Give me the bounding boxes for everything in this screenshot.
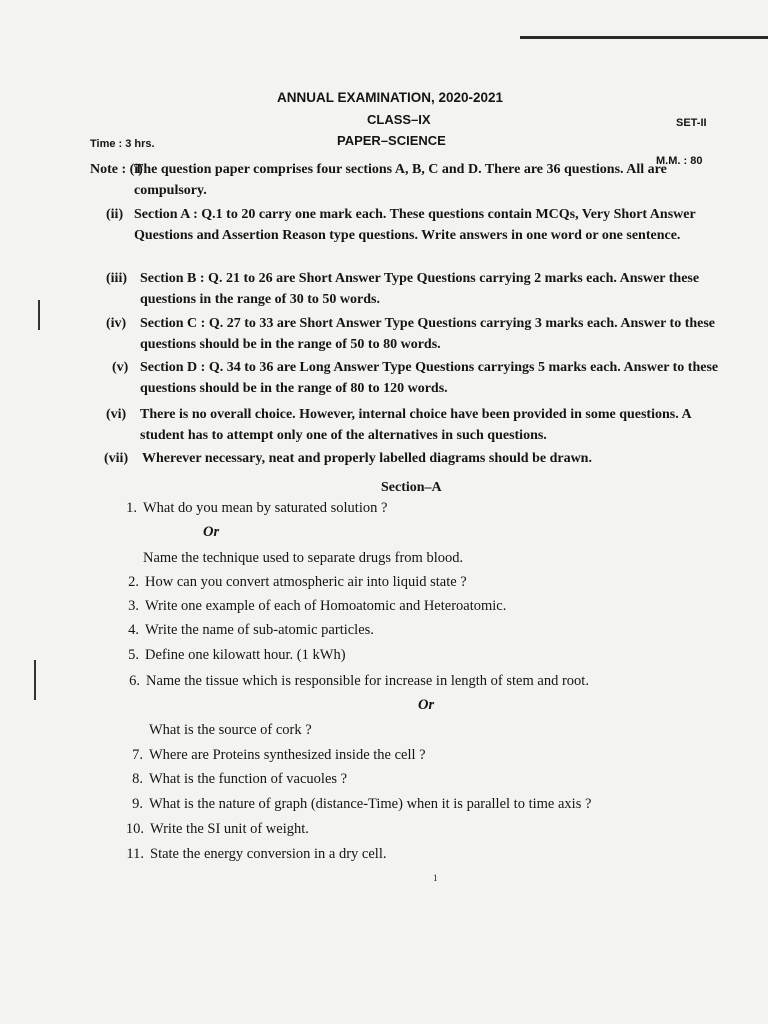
question-item bbox=[126, 846, 387, 863]
note-label: (vi) bbox=[106, 407, 127, 422]
note-label: (iii) bbox=[106, 271, 127, 286]
time-label: Time : 3 hrs. bbox=[90, 138, 155, 150]
note-text: Section B : Q. 21 to 26 are Short Answer Type Questions carrying 2 marks each. Answer these questions in the range of 30 to 50 words. bbox=[140, 271, 700, 307]
note-label: (vii) bbox=[104, 451, 129, 466]
question-number: 5. bbox=[128, 647, 139, 663]
class-label: CLASS–IX bbox=[367, 112, 431, 127]
exam-title: ANNUAL EXAMINATION, 2020-2021 bbox=[277, 90, 504, 105]
question-text: Where are Proteins synthesized inside the cell ? bbox=[149, 747, 426, 763]
note-text: There is no overall choice. However, internal choice have been provided in some questions. A student has to attempt only one of the alternatives in such questions. bbox=[140, 407, 691, 443]
question-text: Name the tissue which is responsible for increase in length of stem and root. bbox=[146, 673, 589, 689]
scan-edge-line bbox=[520, 36, 768, 39]
scan-mark bbox=[34, 660, 36, 700]
note-text: Section D : Q. 34 to 36 are Long Answer Type Questions carryings 5 marks each. Answer to these questions should be in the range of 80 to 120 words. bbox=[140, 360, 719, 396]
question-item bbox=[128, 622, 374, 639]
subject-label: PAPER–SCIENCE bbox=[337, 133, 446, 148]
question-text: Write the name of sub-atomic particles. bbox=[145, 622, 374, 638]
question-number: 11. bbox=[126, 846, 144, 862]
question-item bbox=[132, 747, 426, 764]
question-text: How can you convert atmospheric air into liquid state ? bbox=[145, 574, 467, 590]
question-number: 10. bbox=[125, 821, 144, 837]
set-label: SET-II bbox=[676, 117, 707, 129]
note-label: (ii) bbox=[106, 207, 124, 222]
question-item bbox=[126, 500, 388, 517]
question-number: 4. bbox=[128, 622, 139, 638]
section-title: Section–A bbox=[381, 480, 442, 495]
question-item bbox=[128, 574, 467, 591]
question-number: 6. bbox=[129, 673, 140, 689]
question-item bbox=[128, 598, 507, 615]
question-number: 8. bbox=[132, 771, 143, 787]
question-text: Write the SI unit of weight. bbox=[150, 821, 309, 837]
question-item bbox=[125, 821, 309, 838]
question-text: State the energy conversion in a dry cell. bbox=[150, 846, 387, 862]
question-text: What do you mean by saturated solution ? bbox=[143, 500, 388, 516]
note-text: Wherever necessary, neat and properly labelled diagrams should be drawn. bbox=[142, 451, 592, 466]
question-text: What is the nature of graph (distance-Time) when it is parallel to time axis ? bbox=[149, 796, 592, 812]
note-label: (v) bbox=[112, 360, 129, 375]
question-number: 9. bbox=[132, 796, 143, 812]
question-text: What is the function of vacuoles ? bbox=[149, 771, 348, 787]
question-text: What is the source of cork ? bbox=[149, 722, 312, 738]
note-label: Note : (i) bbox=[90, 162, 143, 177]
question-number: 7. bbox=[132, 747, 143, 763]
question-item bbox=[129, 673, 589, 690]
question-item bbox=[143, 550, 463, 567]
page-number: 1 bbox=[433, 873, 438, 883]
question-text: Name the technique used to separate drugs from blood. bbox=[143, 550, 464, 566]
max-marks-label: M.M. : 80 bbox=[656, 155, 703, 167]
question-item bbox=[149, 722, 312, 739]
question-text: Define one kilowatt hour. (1 kWh) bbox=[145, 647, 346, 663]
question-item bbox=[128, 647, 346, 664]
scan-mark bbox=[38, 300, 40, 330]
question-item bbox=[132, 771, 348, 788]
note-text: Section C : Q. 27 to 33 are Short Answer Type Questions carrying 3 marks each. Answer to these questions should be in the range of 50 to 80 words. bbox=[140, 316, 716, 352]
or-label: Or bbox=[203, 524, 220, 540]
question-item bbox=[132, 796, 592, 813]
question-number: 3. bbox=[128, 598, 139, 614]
question-number: 1. bbox=[126, 500, 137, 516]
note-text: The question paper comprises four sections A, B, C and D. There are 36 questions. All are compulsory. bbox=[134, 162, 667, 198]
question-number: 2. bbox=[128, 574, 139, 590]
note-text: Section A : Q.1 to 20 carry one mark each. These questions contain MCQs, Very Short Answer Questions and Assertion Reason type questions. Write answers in one word or one sentence. bbox=[134, 207, 696, 243]
note-label: (iv) bbox=[106, 316, 127, 331]
question-text: Write one example of each of Homoatomic and Heteroatomic. bbox=[145, 598, 507, 614]
or-label: Or bbox=[418, 697, 435, 713]
